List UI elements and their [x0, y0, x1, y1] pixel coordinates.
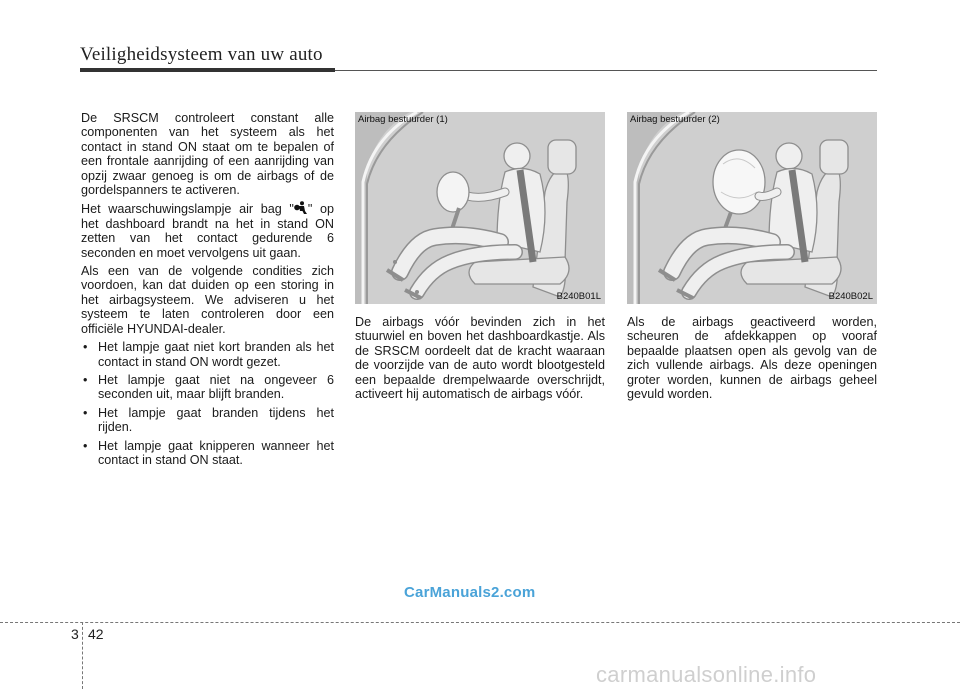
text-column-2	[355, 315, 605, 405]
list-item: • Het lampje gaat niet na ongeveer 6 seconden uit, maar blijft branden.	[81, 373, 334, 402]
figure-code: B240B01L	[556, 291, 601, 302]
page-number: 42	[88, 626, 104, 642]
figure-driver-airbag-1	[355, 112, 605, 304]
paragraph-warning-lamp-end: " op het dashboard brandt na het in stand ON zetten van het contact gedurende 6 seconden en moet vervolgens uit gaan.	[81, 202, 334, 260]
list-item: • Het lampje gaat branden tijdens het rijden.	[81, 406, 334, 435]
figure-caption: Airbag bestuurder (1)	[358, 114, 448, 125]
header-rule-thick	[80, 68, 335, 72]
paragraph-warning-lamp-start: Het waarschuwingslampje air bag "	[81, 202, 294, 217]
driver-airbag-illustration-2	[627, 112, 877, 304]
header-rule-thin	[335, 70, 877, 71]
paragraph-conditions: Als een van de volgende condities zich voordoen, kan dat duiden op een storing in het airbagsysteem. We adviseren u het systeem te laten controleren door een officiële HYUNDAI-dealer.	[81, 264, 334, 336]
list-item: • Het lampje gaat niet kort branden als het contact in stand ON wordt gezet.	[81, 340, 334, 369]
paragraph-warning-lamp	[81, 201, 334, 260]
paragraph-airbag-location: De airbags vóór bevinden zich in het stuurwiel en boven het dashboardkastje. Als de SRSCM oordeelt dat de kracht waaraan de voorzijde van de auto wordt blootgesteld een bepaalde drempelwaarde overschrijdt, activeert hij automatisch de airbags vóór.	[355, 315, 605, 402]
figure-driver-airbag-2	[627, 112, 877, 304]
watermark-link[interactable]: CarManuals2.com	[404, 584, 536, 601]
condition-list	[81, 340, 334, 467]
paragraph-airbag-activation: Als de airbags geactiveerd worden, scheuren de afdekkappen op vooraf bepaalde plaatsen open als gevolg van de zich vullende airbags. Als deze openingen groter worden, kunnen de airbags geheel gevuld worden.	[627, 315, 877, 402]
airbag-warning-icon	[294, 201, 308, 215]
list-item: • Het lampje gaat knipperen wanneer het contact in stand ON staat.	[81, 439, 334, 468]
text-column-1	[81, 111, 334, 471]
text-column-3	[627, 315, 877, 405]
page-header-title: Veiligheidsysteem van uw auto	[80, 44, 323, 65]
driver-airbag-illustration-1	[355, 112, 605, 304]
footer-divider	[0, 622, 960, 623]
footer-vertical-divider	[82, 622, 83, 689]
figure-code: B240B02L	[828, 291, 873, 302]
footer-watermark: carmanualsonline.info	[596, 662, 817, 687]
chapter-number: 3	[71, 626, 79, 642]
paragraph-srscm: De SRSCM controleert constant alle componenten van het systeem als het contact in stand ON staat om te bepalen of een frontale aanrijding of een aanrijding van opzij zwaar genoeg is om de airbags of de gordelspanners te activeren.	[81, 111, 334, 198]
figure-caption: Airbag bestuurder (2)	[630, 114, 720, 125]
